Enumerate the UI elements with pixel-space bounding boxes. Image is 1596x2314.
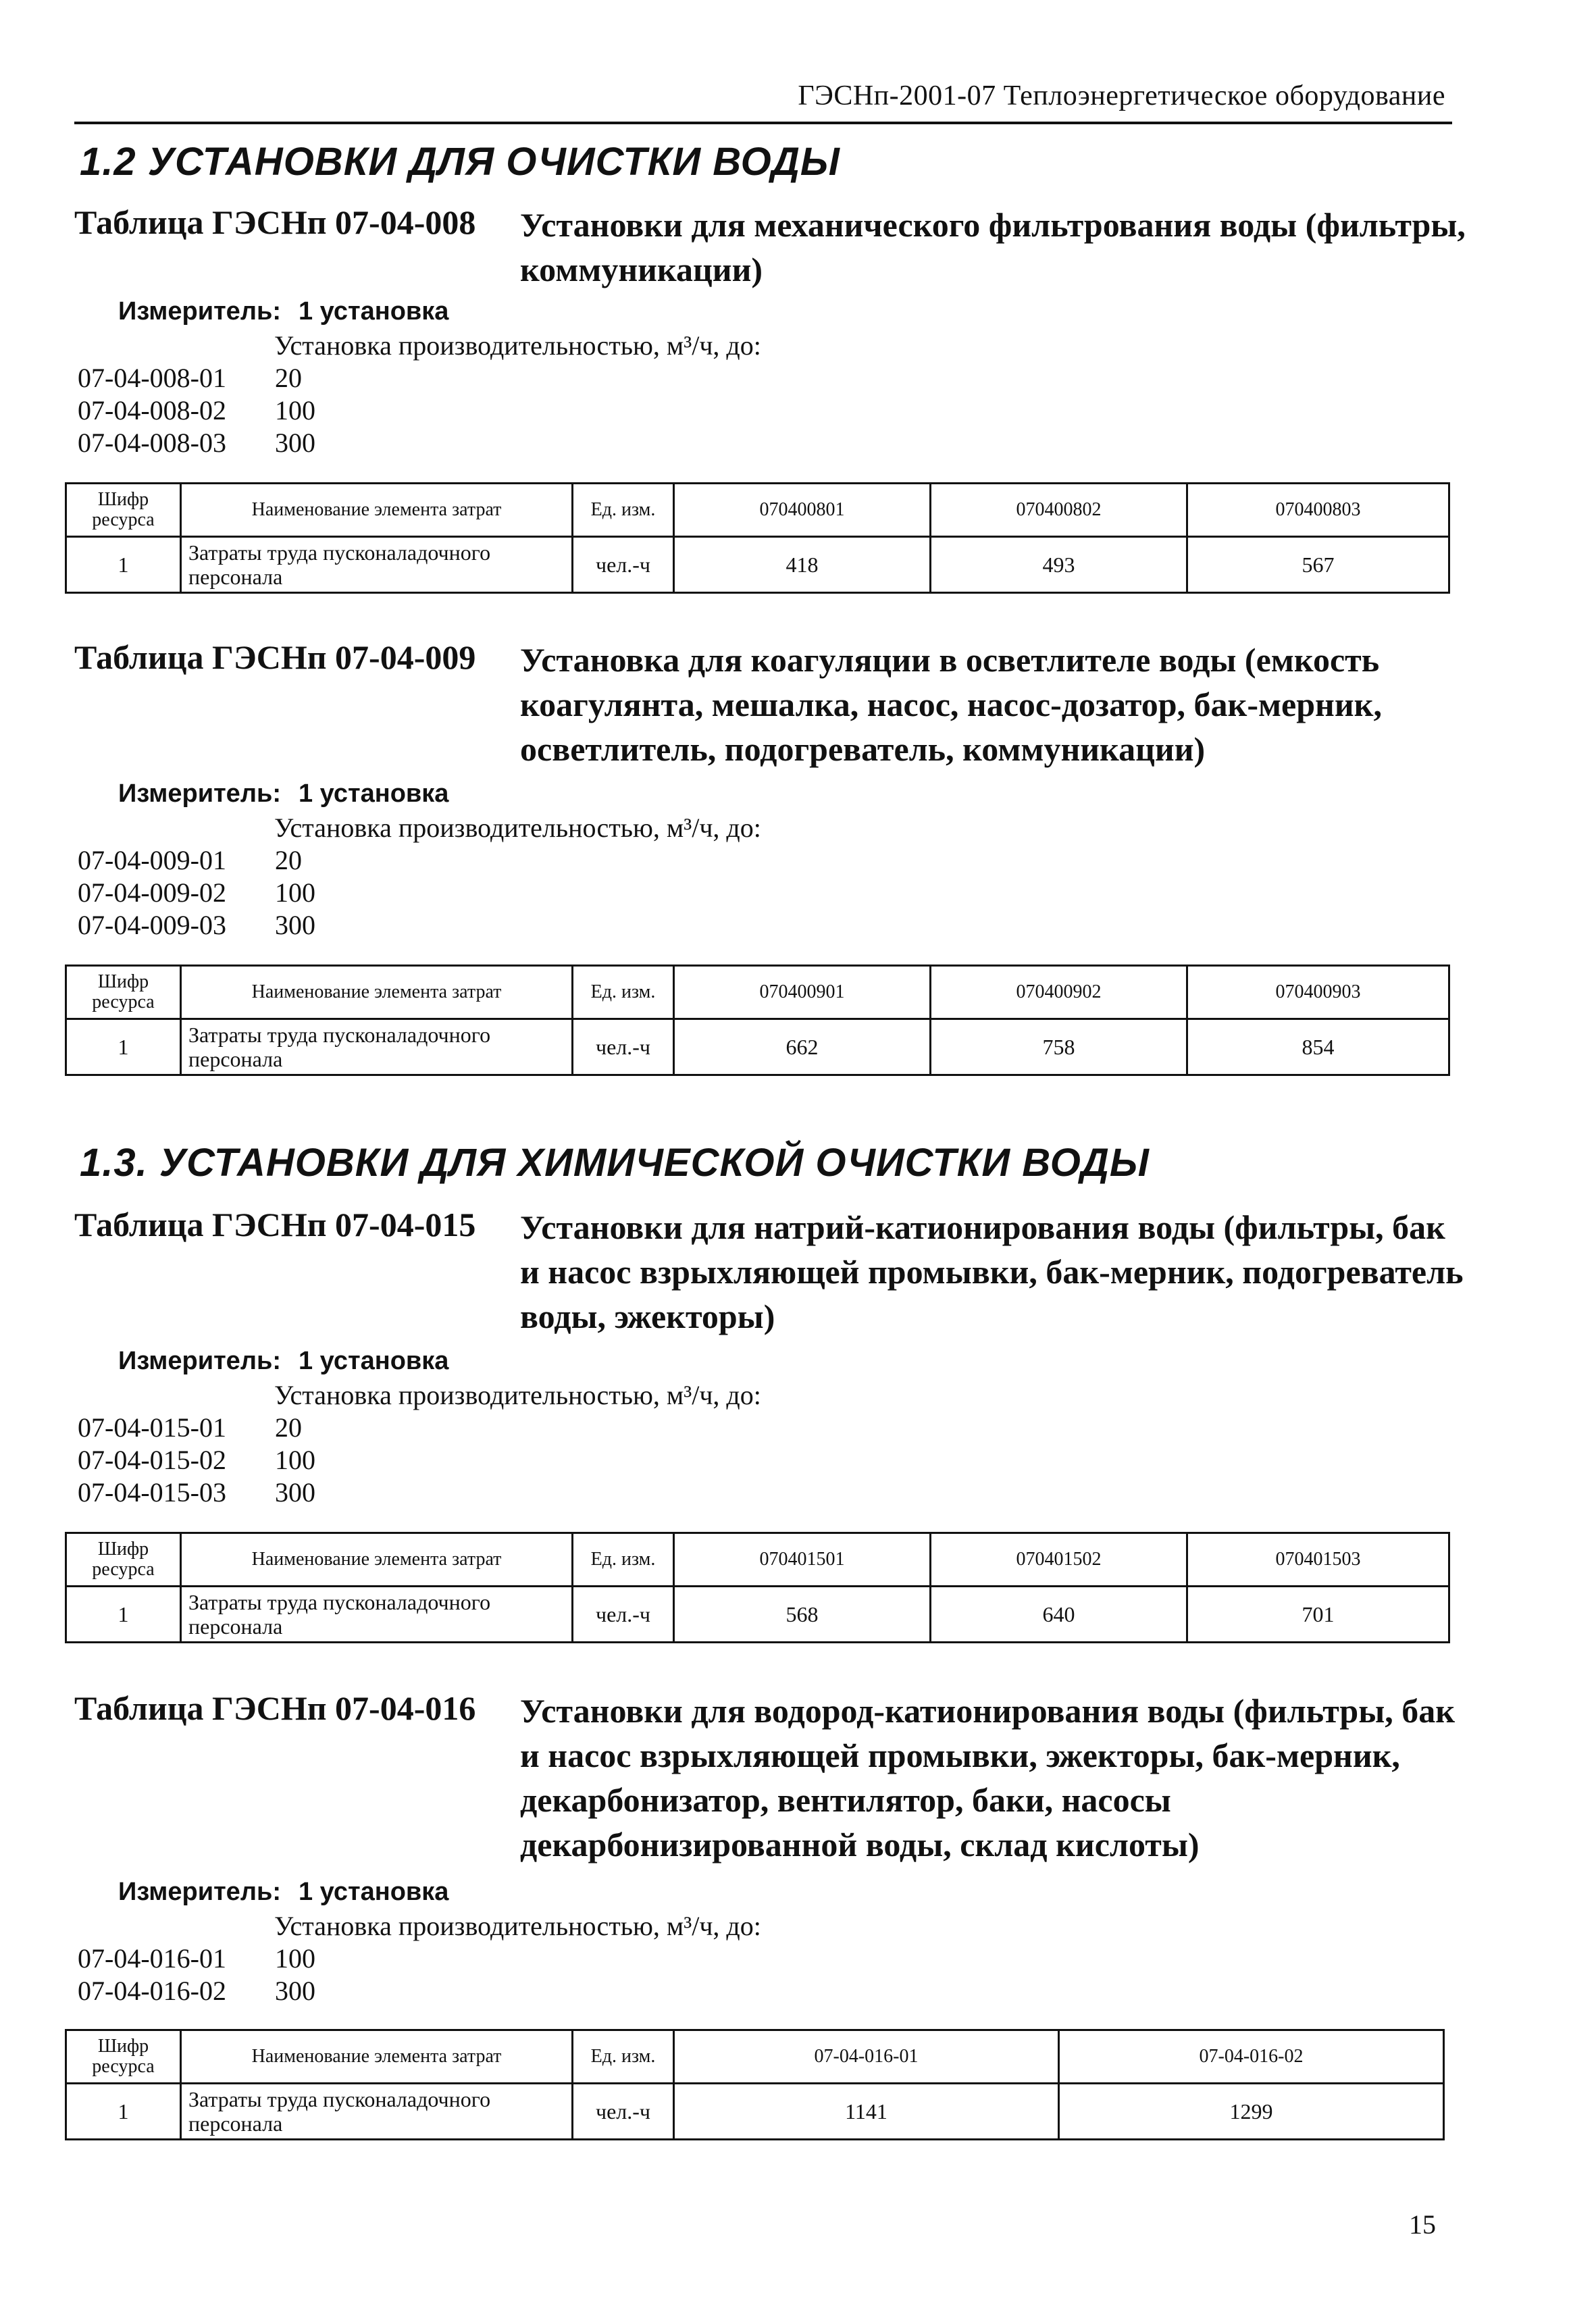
measure-value: 1 установка [298, 779, 449, 808]
section-title-1-3: 1.3. УСТАНОВКИ ДЛЯ ХИМИЧЕСКОЙ ОЧИСТКИ ВОДЫ [80, 1141, 1150, 1185]
row-number: 1 [66, 1587, 181, 1643]
cost-table [65, 2029, 1445, 2140]
code-value: 100 [275, 1445, 315, 1475]
section-title-1-2: 1.2 УСТАНОВКИ ДЛЯ ОЧИСТКИ ВОДЫ [80, 140, 840, 184]
col-code: 070401503 [1187, 1533, 1449, 1587]
measure-line [118, 297, 448, 326]
code: 07-04-015-03 [78, 1477, 226, 1508]
code-value: 20 [275, 845, 302, 875]
capacity-text: Установка производительностью, м³/ч, до: [274, 1380, 761, 1410]
col-shifr: Шифр ресурса [66, 484, 181, 537]
row-number: 1 [66, 537, 181, 593]
header-row [66, 2030, 1444, 2084]
code: 07-04-016-01 [78, 1943, 226, 1974]
code-row [78, 1975, 315, 2007]
col-code: 07-04-016-02 [1059, 2030, 1444, 2084]
header-row [66, 1533, 1449, 1587]
row-name: Затраты труда пусконаладочного персонала [181, 2084, 573, 2140]
row-value: 1299 [1059, 2084, 1444, 2140]
code-value: 100 [275, 395, 315, 426]
row-unit: чел.-ч [573, 537, 674, 593]
measure-value: 1 установка [298, 297, 449, 326]
code-row [78, 362, 302, 394]
code-value: 20 [275, 363, 302, 393]
code-row [78, 1444, 315, 1476]
row-name: Затраты труда пусконаладочного персонала [181, 1587, 573, 1643]
col-code: 070400802 [931, 484, 1187, 537]
code-row [78, 1476, 315, 1509]
code-row [78, 427, 315, 459]
col-code: 07-04-016-01 [674, 2030, 1059, 2084]
code-value: 100 [275, 877, 315, 908]
code-value: 20 [275, 1412, 302, 1443]
row-value: 567 [1187, 537, 1449, 593]
row-name: Затраты труда пусконаладочного персонала [181, 1019, 573, 1075]
table-row [66, 537, 1449, 593]
capacity-text: Установка производительностью, м³/ч, до: [274, 330, 761, 361]
code: 07-04-008-01 [78, 363, 226, 393]
code: 07-04-009-01 [78, 845, 226, 875]
col-code: 070400902 [931, 966, 1187, 1019]
row-value: 493 [931, 537, 1187, 593]
capacity-text: Установка производительностью, м³/ч, до: [274, 813, 761, 843]
code-value: 300 [275, 428, 315, 458]
col-code: 070401501 [674, 1533, 931, 1587]
col-unit: Ед. изм. [573, 2030, 674, 2084]
col-shifr: Шифр ресурса [66, 2030, 181, 2084]
table-row [66, 2084, 1444, 2140]
cost-table [65, 1532, 1450, 1643]
table-label: Таблица ГЭСНп 07-04-008 [74, 203, 476, 241]
header-rule [74, 122, 1452, 124]
measure-label: Измеритель: [118, 779, 281, 808]
code-value: 300 [275, 910, 315, 940]
row-value: 854 [1187, 1019, 1449, 1075]
row-value: 640 [931, 1587, 1187, 1643]
code-value: 300 [275, 1477, 315, 1508]
row-value: 1141 [674, 2084, 1059, 2140]
col-code: 070400901 [674, 966, 931, 1019]
code-row [78, 844, 302, 877]
code-value: 100 [275, 1943, 315, 1974]
code: 07-04-015-01 [78, 1412, 226, 1443]
table-title: Установка для коагуляции в осветлителе воды (емкость коагулянта, мешалка, насос, насос-дозатор, бак-мерник, осветлитель, подогреватель, коммуникации) [520, 641, 1382, 768]
code-row [78, 394, 315, 427]
col-name: Наименование элемента затрат [181, 484, 573, 537]
col-shifr: Шифр ресурса [66, 966, 181, 1019]
col-unit: Ед. изм. [573, 484, 674, 537]
table-label: Таблица ГЭСНп 07-04-016 [74, 1689, 476, 1727]
measure-value: 1 установка [298, 1878, 449, 1906]
row-unit: чел.-ч [573, 1019, 674, 1075]
col-unit: Ед. изм. [573, 1533, 674, 1587]
row-name: Затраты труда пусконаладочного персонала [181, 537, 573, 593]
col-code: 070400803 [1187, 484, 1449, 537]
row-value: 701 [1187, 1587, 1449, 1643]
cost-table [65, 482, 1450, 594]
code: 07-04-008-02 [78, 395, 226, 426]
code: 07-04-009-02 [78, 877, 226, 908]
row-value: 568 [674, 1587, 931, 1643]
col-code: 070401502 [931, 1533, 1187, 1587]
running-header: ГЭСНп-2001-07 Теплоэнергетическое оборудование [798, 80, 1445, 111]
code-row [78, 1412, 302, 1444]
row-unit: чел.-ч [573, 1587, 674, 1643]
table-label: Таблица ГЭСНп 07-04-009 [74, 638, 476, 676]
measure-line [118, 1878, 448, 1907]
measure-value: 1 установка [298, 1347, 449, 1375]
col-name: Наименование элемента затрат [181, 2030, 573, 2084]
col-unit: Ед. изм. [573, 966, 674, 1019]
capacity-text: Установка производительностью, м³/ч, до: [274, 1911, 761, 1941]
code: 07-04-016-02 [78, 1976, 226, 2006]
row-value: 662 [674, 1019, 931, 1075]
col-name: Наименование элемента затрат [181, 1533, 573, 1587]
table-row [66, 1019, 1449, 1075]
measure-label: Измеритель: [118, 1347, 281, 1375]
row-number: 1 [66, 2084, 181, 2140]
measure-label: Измеритель: [118, 297, 281, 326]
cost-table [65, 965, 1450, 1076]
row-number: 1 [66, 1019, 181, 1075]
table-title: Установки для водород-катионирования воды (фильтры, бак и насос взрыхляющей промывки, эжекторы, бак-мерник, декарбонизатор, вентилятор, баки, насосы декарбонизированной воды, склад кислоты) [520, 1692, 1456, 1863]
measure-line [118, 1347, 448, 1376]
col-shifr: Шифр ресурса [66, 1533, 181, 1587]
code-row [78, 877, 315, 909]
row-unit: чел.-ч [573, 2084, 674, 2140]
col-code: 070400903 [1187, 966, 1449, 1019]
code-value: 300 [275, 1976, 315, 2006]
col-code: 070400801 [674, 484, 931, 537]
code: 07-04-009-03 [78, 910, 226, 940]
row-value: 418 [674, 537, 931, 593]
page-number: 15 [1409, 2209, 1436, 2240]
measure-line [118, 779, 448, 808]
code: 07-04-008-03 [78, 428, 226, 458]
code-row [78, 1943, 315, 1975]
table-title: Установки для натрий-катионирования воды (фильтры, бак и насос взрыхляющей промывки, бак-мерник, подогреватель воды, эжекторы) [520, 1208, 1464, 1335]
code: 07-04-015-02 [78, 1445, 226, 1475]
code-row [78, 909, 315, 942]
table-label: Таблица ГЭСНп 07-04-015 [74, 1206, 476, 1243]
table-row [66, 1587, 1449, 1643]
row-value: 758 [931, 1019, 1187, 1075]
header-row [66, 484, 1449, 537]
header-row [66, 966, 1449, 1019]
measure-label: Измеритель: [118, 1878, 281, 1906]
col-name: Наименование элемента затрат [181, 966, 573, 1019]
table-title: Установки для механического фильтрования воды (фильтры, коммуникации) [520, 206, 1466, 288]
